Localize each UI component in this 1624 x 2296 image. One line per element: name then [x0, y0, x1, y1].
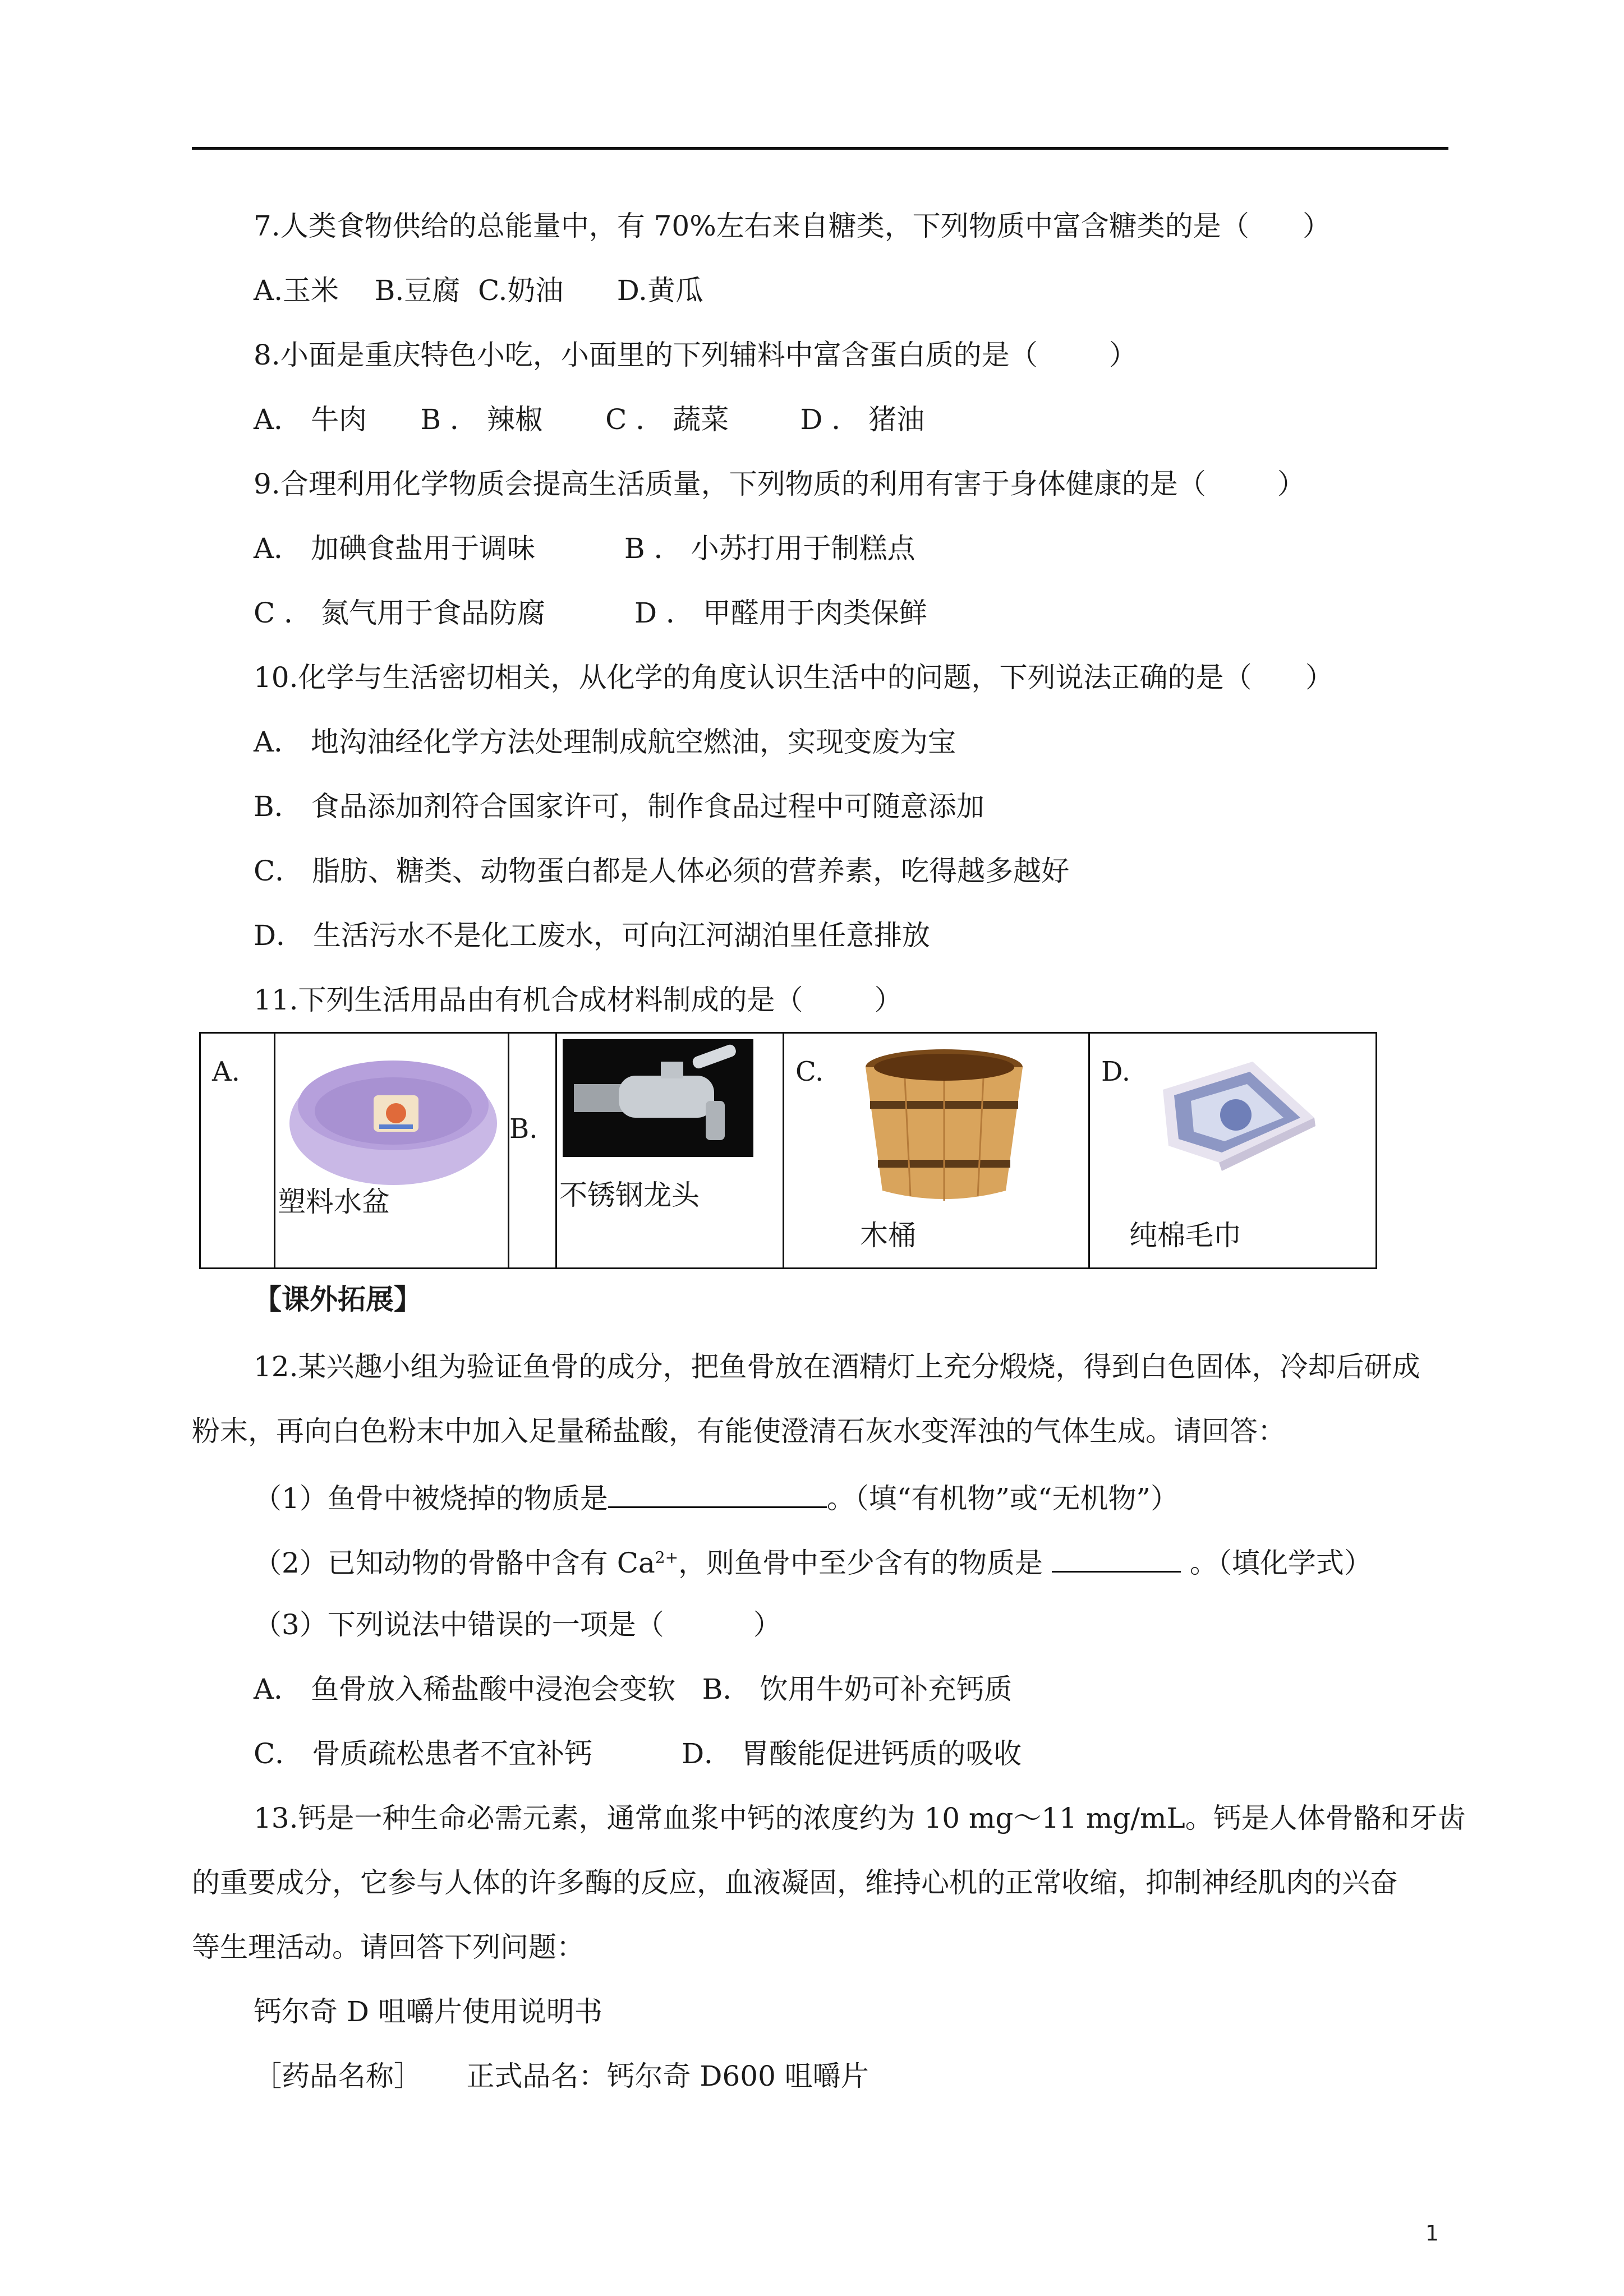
q12-1-answer-blank[interactable] [608, 1476, 827, 1508]
question-13-line-2: 的重要成分，它参与人体的许多酶的反应，血液凝固，维持心机的正常收缩，抑制神经肌肉的兴奋 [192, 1866, 1398, 1899]
header-rule [192, 147, 1448, 150]
question-12-part-2 [254, 1541, 1372, 1583]
manual-drug-name: ［药品名称］ 正式品名：钙尔奇 D600 咀嚼片 [254, 2060, 869, 2092]
table-cell-b [557, 1034, 784, 1267]
q12-2-middle: ，则鱼骨中至少含有的物质是 [678, 1547, 1052, 1579]
table-cell-c [784, 1034, 1090, 1267]
faucet-icon [563, 1039, 753, 1157]
question-10: 10.化学与生活密切相关，从化学的角度认识生活中的问题，下列说法正确的是（ ） [254, 661, 1333, 694]
table-cell-b-label [509, 1034, 557, 1267]
table-cell-a-label [201, 1034, 275, 1267]
option-a-label: A. [212, 1056, 240, 1087]
q12-1-suffix: 。（填“有机物”或“无机物”） [826, 1482, 1179, 1515]
page-number: 1 [1425, 2221, 1439, 2246]
q12-2-superscript: 2+ [655, 1548, 679, 1567]
question-7: 7.人类食物供给的总能量中，有 70%左右来自糖类，下列物质中富含糖类的是（ ） [254, 210, 1331, 242]
question-12-part-3-options-cd: C． 骨质疏松患者不宜补钙 D． 胃酸能促进钙质的吸收 [254, 1737, 1022, 1770]
cotton-towel-icon [1152, 1056, 1320, 1185]
option-c-caption: 木桶 [860, 1219, 916, 1252]
question-8: 8.小面是重庆特色小吃，小面里的下列辅料中富含蛋白质的是（ ） [254, 339, 1137, 371]
manual-title: 钙尔奇 D 咀嚼片使用说明书 [254, 1995, 602, 2028]
question-13-line-3: 等生理活动。请回答下列问题： [192, 1931, 585, 1963]
wooden-bucket-icon [860, 1045, 1028, 1207]
question-12-part-3: （3）下列说法中错误的一项是（ ） [254, 1608, 781, 1641]
question-10-option-a: A． 地沟油经化学方法处理制成航空燃油，实现变废为宝 [254, 726, 956, 758]
q12-2-suffix: 。（填化学式） [1180, 1547, 1372, 1579]
question-11: 11.下列生活用品由有机合成材料制成的是（ ） [254, 984, 903, 1016]
option-d-label: D. [1101, 1056, 1131, 1087]
question-10-option-c: C． 脂肪、糖类、动物蛋白都是人体必须的营养素，吃得越多越好 [254, 855, 1070, 887]
q12-2-prefix: （2）已知动物的骨骼中含有 Ca [254, 1547, 655, 1579]
q12-1-prefix: （1）鱼骨中被烧掉的物质是 [254, 1482, 608, 1515]
question-10-option-b: B． 食品添加剂符合国家许可，制作食品过程中可随意添加 [254, 790, 984, 823]
option-b-caption: 不锈钢龙头 [559, 1179, 700, 1211]
option-c-label: C. [795, 1056, 824, 1087]
table-cell-a [275, 1034, 509, 1267]
table-cell-d [1090, 1034, 1379, 1267]
question-12-part-1 [254, 1476, 1179, 1518]
question-9: 9.合理利用化学物质会提高生活质量，下列物质的利用有害于身体健康的是（ ） [254, 468, 1305, 500]
question-12-line-1: 12.某兴趣小组为验证鱼骨的成分，把鱼骨放在酒精灯上充分煅烧，得到白色固体，冷却后研成 [254, 1350, 1420, 1383]
plastic-basin-icon [287, 1039, 500, 1191]
option-a-caption: 塑料水盆 [278, 1186, 390, 1218]
question-8-options: A． 牛肉 B ． 辣椒 C ． 蔬菜 D ． 猪油 [254, 403, 925, 436]
section-title: 【课外拓展】 [254, 1283, 422, 1316]
q12-2-answer-blank[interactable] [1052, 1541, 1181, 1573]
question-11-table [199, 1032, 1377, 1269]
question-7-options: A.玉米 B.豆腐 C.奶油 D.黄瓜 [254, 274, 703, 307]
question-13-line-1: 13.钙是一种生命必需元素，通常血浆中钙的浓度约为 10 mg～11 mg/mL。钙是人体骨骼和牙齿 [254, 1802, 1466, 1834]
question-12-line-2: 粉末，再向白色粉末中加入足量稀盐酸，有能使澄清石灰水变浑浊的气体生成。请回答： [192, 1415, 1286, 1447]
question-10-option-d: D． 生活污水不是化工废水，可向江河湖泊里任意排放 [254, 919, 930, 952]
option-d-caption: 纯棉毛巾 [1129, 1219, 1241, 1252]
question-9-options-cd: C ． 氮气用于食品防腐 D ． 甲醛用于肉类保鲜 [254, 597, 927, 629]
question-12-part-3-options-ab: A． 鱼骨放入稀盐酸中浸泡会变软 B． 饮用牛奶可补充钙质 [254, 1673, 1013, 1705]
question-9-options-ab: A． 加碘食盐用于调味 B ． 小苏打用于制糕点 [254, 532, 915, 565]
option-b-label: B. [509, 1113, 538, 1145]
